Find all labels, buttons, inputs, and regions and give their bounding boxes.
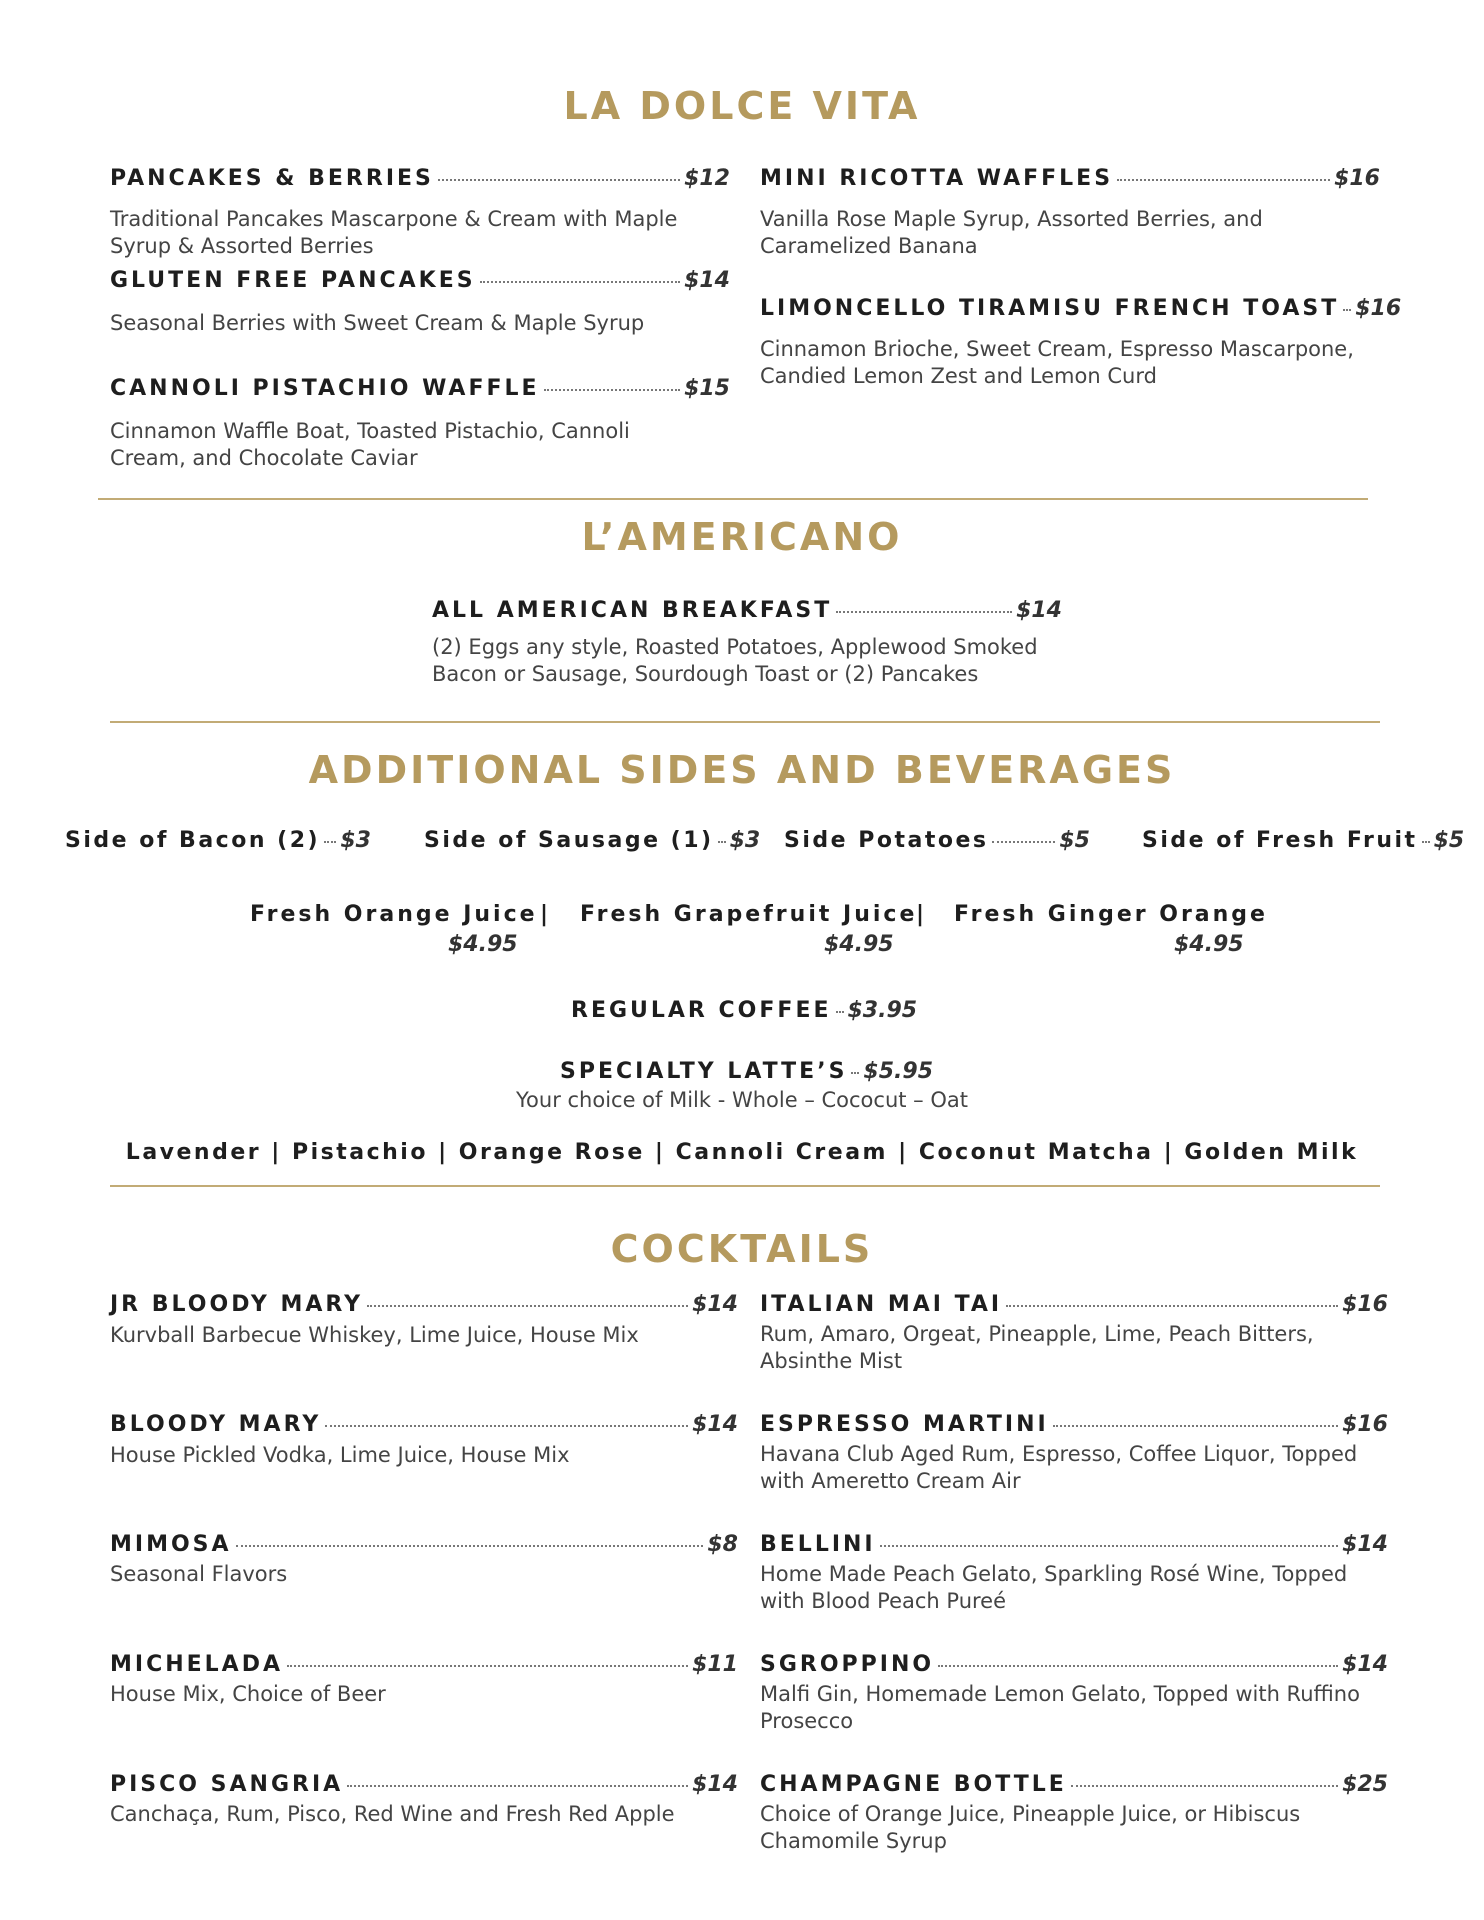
- item-description: House Pickled Vodka, Lime Juice, House Mix: [110, 1443, 570, 1467]
- cocktail-sgroppino: [760, 1652, 1388, 1677]
- item-description: Choice of Orange Juice, Pineapple Juice, or Hibiscus Chamomile Syrup: [760, 1802, 1301, 1853]
- dot-leader: [325, 1425, 688, 1427]
- juice-separator: |: [916, 902, 925, 927]
- section-title-la-dolce-vita: LA DOLCE VITA: [563, 84, 921, 128]
- dot-leader: [236, 1545, 704, 1547]
- item-name: SPECIALTY LATTE’S: [560, 1059, 848, 1084]
- dot-leader: [938, 1665, 1338, 1667]
- cocktail-champagne-bottle: [760, 1772, 1388, 1797]
- cocktail-bloody-mary: [110, 1412, 738, 1437]
- item-price: $14: [1342, 1652, 1388, 1677]
- dot-leader: [480, 281, 680, 283]
- item-name: ALL AMERICAN BREAKFAST: [432, 598, 833, 623]
- latte-flavors: Lavender | Pistachio | Orange Rose | Cannoli Cream | Coconut Matcha | Golden Milk: [125, 1140, 1359, 1165]
- cocktail-bellini: [760, 1532, 1388, 1557]
- menu-item-cannoli-pistachio-waffle: [110, 376, 730, 401]
- item-price: $25: [1342, 1772, 1388, 1797]
- dot-leader: [1343, 309, 1351, 311]
- menu-item-limoncello-tiramisu: [760, 296, 1402, 321]
- item-name: BELLINI: [760, 1532, 876, 1557]
- dot-leader: [287, 1665, 688, 1667]
- item-description: Malfi Gin, Homemade Lemon Gelato, Topped with Ruffino Prosecco: [760, 1682, 1360, 1733]
- item-name: MINI RICOTTA WAFFLES: [760, 166, 1114, 191]
- item-description: Cinnamon Waffle Boat, Toasted Pistachio, Cannoli Cream, and Chocolate Caviar: [110, 419, 630, 470]
- side-item-sausage: [424, 828, 761, 853]
- item-name: GLUTEN FREE PANCAKES: [110, 268, 476, 293]
- item-name: Side of Sausage (1): [424, 828, 714, 853]
- item-description: Traditional Pancakes Mascarpone & Cream with Maple Syrup & Assorted Berries: [110, 207, 678, 258]
- cocktail-espresso-martini: [760, 1412, 1388, 1437]
- dot-leader: [836, 1011, 844, 1013]
- juice-grapefruit-price: $4.95: [824, 932, 894, 957]
- dot-leader: [1053, 1425, 1338, 1427]
- item-description: Canchaça, Rum, Pisco, Red Wine and Fresh Red Apple: [110, 1802, 675, 1826]
- section-title-americano: L’AMERICANO: [581, 515, 903, 559]
- item-price: $5.95: [863, 1059, 934, 1084]
- juice-ginger-price: $4.95: [1174, 932, 1244, 957]
- menu-item-mini-ricotta-waffles: [760, 166, 1380, 191]
- item-name: Side of Bacon (2): [65, 828, 321, 853]
- side-item-fresh-fruit: [1142, 828, 1465, 853]
- item-price: $15: [684, 376, 730, 401]
- item-name: ESPRESSO MARTINI: [760, 1412, 1049, 1437]
- cocktail-italian-mai-tai: [760, 1292, 1388, 1317]
- juice-grapefruit: Fresh Grapefruit Juice: [580, 902, 918, 927]
- juice-separator: |: [540, 902, 549, 927]
- item-name: CHAMPAGNE BOTTLE: [760, 1772, 1067, 1797]
- item-price: $16: [1342, 1292, 1388, 1317]
- item-price: $16: [1355, 296, 1402, 321]
- item-price: $8: [707, 1532, 738, 1557]
- item-price: $14: [692, 1412, 738, 1437]
- dot-leader: [1071, 1785, 1338, 1787]
- item-name: MICHELADA: [110, 1652, 283, 1677]
- section-title-sides-beverages: ADDITIONAL SIDES AND BEVERAGES: [308, 748, 1176, 792]
- cocktail-jr-bloody-mary: [110, 1292, 738, 1317]
- dot-leader: [1117, 179, 1330, 181]
- juice-ginger-orange: Fresh Ginger Orange: [954, 902, 1268, 927]
- menu-item-regular-coffee: [571, 998, 918, 1023]
- item-price: $14: [684, 268, 730, 293]
- section-divider: [110, 721, 1380, 723]
- dot-leader: [992, 841, 1055, 843]
- item-name: MIMOSA: [110, 1532, 232, 1557]
- menu-item-specialty-latte: [560, 1059, 934, 1084]
- menu-item-pancakes-berries: [110, 166, 730, 191]
- juice-orange: Fresh Orange Juice: [250, 902, 538, 927]
- item-price: $5: [1433, 828, 1465, 853]
- dot-leader: [880, 1545, 1338, 1547]
- menu-item-gluten-free-pancakes: [110, 268, 730, 293]
- item-price: $16: [1342, 1412, 1388, 1437]
- item-description: Havana Club Aged Rum, Espresso, Coffee Liquor, Topped with Ameretto Cream Air: [760, 1442, 1358, 1493]
- dot-leader: [324, 841, 336, 843]
- dot-leader: [347, 1785, 688, 1787]
- item-name: CANNOLI PISTACHIO WAFFLE: [110, 376, 540, 401]
- section-title-cocktails: COCKTAILS: [610, 1227, 874, 1271]
- menu-item-all-american-breakfast: [432, 598, 1062, 623]
- item-name: Side of Fresh Fruit: [1142, 828, 1418, 853]
- item-description: Home Made Peach Gelato, Sparkling Rosé Wine, Topped with Blood Peach Pureé: [760, 1562, 1348, 1613]
- item-price: $5: [1059, 828, 1090, 853]
- item-name: JR BLOODY MARY: [110, 1292, 364, 1317]
- section-divider: [98, 498, 1368, 500]
- item-name: Side Potatoes: [784, 828, 989, 853]
- latte-milk-choice: Your choice of Milk - Whole – Cococut – Oat: [516, 1088, 968, 1112]
- section-divider: [110, 1185, 1380, 1187]
- cocktail-michelada: [110, 1652, 738, 1677]
- dot-leader: [718, 841, 726, 843]
- side-item-potatoes: [784, 828, 1090, 853]
- juice-orange-price: $4.95: [448, 932, 518, 957]
- cocktail-pisco-sangria: [110, 1772, 738, 1797]
- item-price: $14: [692, 1772, 738, 1797]
- cocktail-mimosa: [110, 1532, 738, 1557]
- item-name: PISCO SANGRIA: [110, 1772, 344, 1797]
- dot-leader: [851, 1072, 859, 1074]
- item-name: BLOODY MARY: [110, 1412, 322, 1437]
- item-price: $3: [729, 828, 761, 853]
- item-price: $14: [1016, 598, 1062, 623]
- item-price: $14: [692, 1292, 738, 1317]
- item-name: PANCAKES & BERRIES: [110, 166, 434, 191]
- item-name: ITALIAN MAI TAI: [760, 1292, 1003, 1317]
- item-description: Seasonal Berries with Sweet Cream & Maple Syrup: [110, 311, 645, 335]
- side-item-bacon: [65, 828, 371, 853]
- dot-leader: [1006, 1305, 1338, 1307]
- item-description: Vanilla Rose Maple Syrup, Assorted Berries, and Caramelized Banana: [760, 207, 1263, 258]
- item-name: LIMONCELLO TIRAMISU FRENCH TOAST: [760, 296, 1340, 321]
- item-description: House Mix, Choice of Beer: [110, 1682, 386, 1706]
- item-price: $16: [1334, 166, 1380, 191]
- item-description: Rum, Amaro, Orgeat, Pineapple, Lime, Peach Bitters, Absinthe Mist: [760, 1322, 1314, 1373]
- item-description: (2) Eggs any style, Roasted Potatoes, Applewood Smoked Bacon or Sausage, Sourdough Toast or (2) Pancakes: [432, 635, 1038, 686]
- item-price: $3: [340, 828, 371, 853]
- item-price: $3.95: [847, 998, 918, 1023]
- item-price: $12: [684, 166, 730, 191]
- dot-leader: [836, 611, 1012, 613]
- item-price: $14: [1342, 1532, 1388, 1557]
- dot-leader: [438, 179, 680, 181]
- item-description: Seasonal Flavors: [110, 1562, 288, 1586]
- item-name: REGULAR COFFEE: [571, 998, 832, 1023]
- dot-leader: [367, 1305, 688, 1307]
- dot-leader: [544, 389, 681, 391]
- dot-leader: [1422, 841, 1430, 843]
- item-price: $11: [692, 1652, 738, 1677]
- item-description: Cinnamon Brioche, Sweet Cream, Espresso Mascarpone, Candied Lemon Zest and Lemon Curd: [760, 337, 1354, 388]
- item-name: SGROPPINO: [760, 1652, 935, 1677]
- item-description: Kurvball Barbecue Whiskey, Lime Juice, House Mix: [110, 1323, 639, 1347]
